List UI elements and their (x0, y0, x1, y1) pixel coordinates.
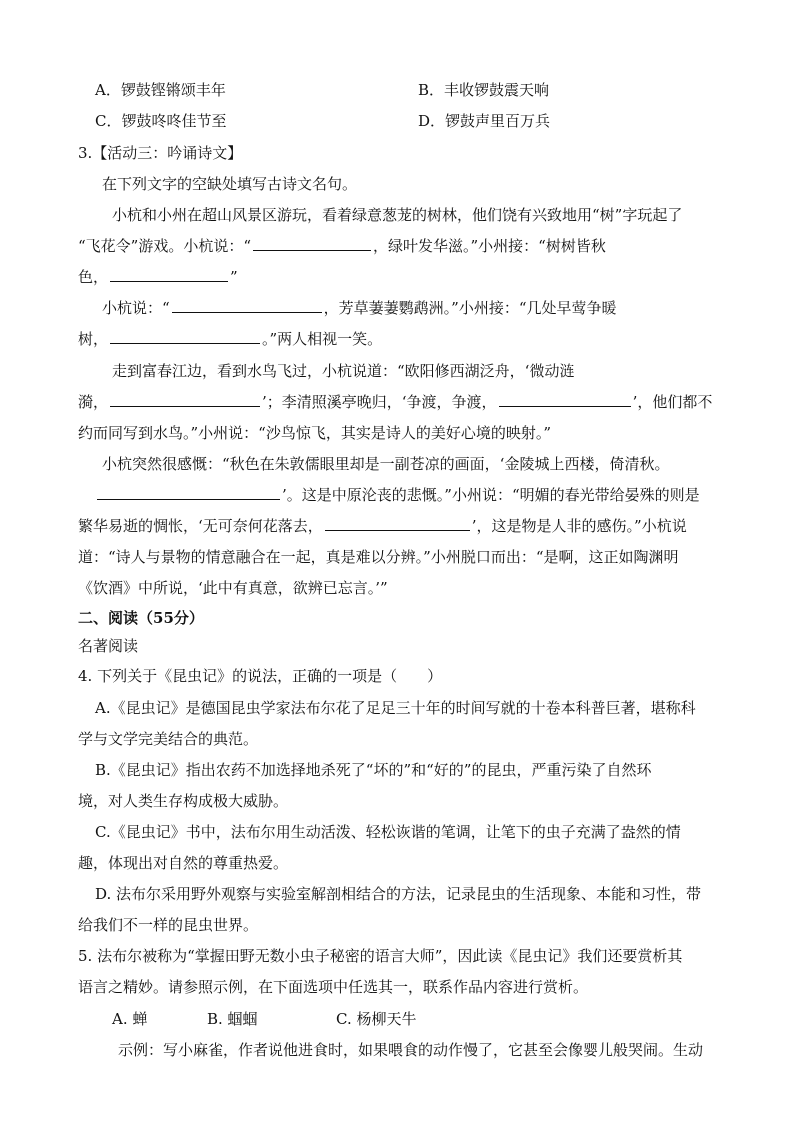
fill-blank[interactable] (110, 263, 228, 282)
fill-blank[interactable] (253, 232, 371, 251)
q3-paragraph-4-line-2 (95, 480, 700, 511)
q3-paragraph-4-line-1: 小杭突然很感慨：“秋色在朱敦儒眼里却是一副苍凉的画面，‘金陵城上西楼，倚清秋。 (102, 455, 670, 473)
fill-blank[interactable] (110, 325, 260, 344)
q3-paragraph-3-line-2 (78, 387, 712, 418)
q5-example: 示例：写小麻雀，作者说他进食时，如果喂食的动作慢了，它甚至会像婴儿般哭闹。生动 (118, 1041, 704, 1059)
text: 。”两人相视一笑。 (262, 330, 383, 348)
q4-option-c-line-2: 趣，体现出对自然的尊重热爱。 (78, 854, 289, 872)
text: ’，他们都不 (632, 393, 713, 411)
q5-option-c: C. 杨柳天牛 (336, 1010, 417, 1028)
q4-option-b-line-2: 境，对人类生存构成极大威胁。 (78, 792, 289, 810)
q4-option-c-line-1: C.《昆虫记》书中，法布尔用生动活泼、轻松诙谐的笔调，让笔下的虫子充满了盎然的情 (95, 823, 681, 841)
q3-paragraph-1-line-2 (78, 231, 606, 262)
q2-option-c: C．锣鼓咚咚佳节至 (95, 112, 227, 130)
text: ’。这是中原沦丧的悲慨。”小州说：“明媚的春光带给晏殊的则是 (282, 486, 700, 504)
section-subheading: 名著阅读 (78, 637, 139, 655)
q5-option-b: B. 蝈蝈 (207, 1010, 258, 1028)
text: ，绿叶发华滋。”小州接：“树树皆秋 (373, 237, 606, 255)
text: ’；李清照溪亭晚归，‘争渡，争渡， (262, 393, 497, 411)
fill-blank[interactable] (97, 481, 280, 500)
q4-option-d-line-2: 给我们不一样的昆虫世界。 (78, 916, 259, 934)
q3-paragraph-4-line-3 (78, 511, 687, 542)
q3-paragraph-4-line-4: 道：“诗人与景物的情意融合在一起，真是难以分辨。”小州脱口而出：“是啊，这正如陶渊明 (78, 548, 679, 566)
q3-paragraph-3-line-1: 走到富春江边，看到水鸟飞过，小杭说道：“欧阳修西湖泛舟，‘微动涟 (112, 362, 575, 380)
fill-blank[interactable] (110, 388, 260, 407)
section-heading: 二、阅读（55分） (78, 609, 204, 627)
q5-stem-line-1: 5. 法布尔被称为“掌握田野无数小虫子秘密的语言大师”，因此读《昆虫记》我们还要赏析其 (78, 947, 683, 965)
q3-paragraph-1-line-1: 小杭和小州在超山风景区游玩，看着绿意葱茏的树林，他们饶有兴致地用“树”字玩起了 (112, 206, 683, 224)
q4-option-d-line-1: D. 法布尔采用野外观察与实验室解剖相结合的方法，记录昆虫的生活现象、本能和习性，带 (95, 885, 702, 903)
fill-blank[interactable] (499, 388, 631, 407)
q3-instruction: 在下列文字的空缺处填写古诗文名句。 (102, 175, 358, 193)
q4-option-a-line-1: A.《昆虫记》是德国昆虫学家法布尔花了足足三十年的时间写就的十卷本科普巨著，堪称科 (95, 699, 696, 717)
q2-option-b: B．丰收锣鼓震天响 (418, 81, 550, 99)
text: 漪， (78, 393, 109, 411)
q4-stem: 4. 下列关于《昆虫记》的说法，正确的一项是（ ） (78, 667, 443, 685)
text: ，芳草萋萋鹦鹉洲。”小州接：“几处早莺争暖 (323, 299, 617, 317)
q4-option-a-line-2: 学与文学完美结合的典范。 (78, 730, 259, 748)
q5-stem-line-2: 语言之精妙。请参照示例，在下面选项中任选其一，联系作品内容进行赏析。 (78, 978, 589, 996)
q3-paragraph-3-line-3: 约而同写到水鸟。”小州说：“沙鸟惊飞，其实是诗人的美好心境的映射。” (78, 424, 552, 442)
q4-option-b-line-1: B.《昆虫记》指出农药不加选择地杀死了“坏的”和“好的”的昆虫，严重污染了自然环 (95, 761, 652, 779)
q3-paragraph-1-line-3 (78, 262, 238, 293)
fill-blank[interactable] (172, 294, 322, 313)
q3-paragraph-2-line-2 (78, 324, 382, 355)
text: 色， (78, 268, 109, 286)
q2-option-a: A．锣鼓铿锵颂丰年 (95, 81, 226, 99)
fill-blank[interactable] (325, 512, 470, 531)
text: ’，这是物是人非的感伤。”小杭说 (471, 517, 687, 535)
q3-paragraph-4-line-5: 《饮酒》中所说，‘此中有真意，欲辨已忘言。’” (78, 579, 388, 597)
text: ” (230, 268, 238, 286)
q5-option-a: A. 蝉 (112, 1010, 148, 1028)
text: 繁华易逝的惆怅，‘无可奈何花落去， (78, 517, 323, 535)
text: “飞花令”游戏。小杭说：“ (78, 237, 252, 255)
text: 树， (78, 330, 109, 348)
text: 小杭说：“ (102, 299, 170, 317)
q2-option-d: D．锣鼓声里百万兵 (418, 112, 551, 130)
q3-title: 3.【活动三：吟诵诗文】 (78, 144, 243, 162)
q3-paragraph-2-line-1 (102, 293, 617, 324)
